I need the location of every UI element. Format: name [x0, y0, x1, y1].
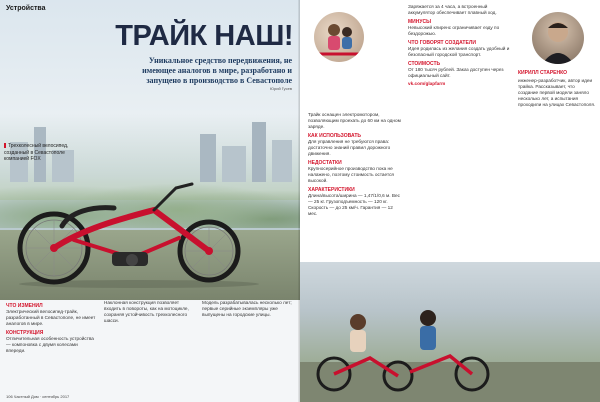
paragraph: Для управления не требуются права: достаточно знаний правил дорожного движения.	[308, 139, 391, 156]
subhead-specs: ХАРАКТЕРИСТИКИ	[308, 187, 355, 193]
subhead-drawbacks: НЕДОСТАТКИ	[308, 160, 342, 166]
left-column-2	[104, 300, 196, 324]
paragraph: Отличительная особенность устройства — компоновка с двумя колесами впереди.	[6, 336, 94, 353]
caption-marker	[4, 143, 6, 148]
expert-bio	[518, 70, 596, 109]
riders-photo-circle	[314, 12, 364, 62]
expert-name: КИРИЛЛ СТАРЕНКО	[518, 70, 568, 76]
photo-caption: Трехколесный велосипед, созданный в Севастополе компанией FOX	[4, 143, 69, 162]
paragraph: Электрический велосипед-трайк, разработанный в Севастополе, не имеет аналогов в мире.	[6, 309, 96, 326]
section-label: Устройства	[6, 5, 46, 12]
expert-portrait	[532, 12, 584, 64]
trike-illustration	[4, 148, 264, 288]
subhead-how-to-use: КАК ИСПОЛЬЗОВАТЬ	[308, 133, 361, 139]
riders-photo	[300, 262, 600, 402]
paragraph: Крупносерийное производство пока не налажено, поэтому стоимость остается высокой.	[308, 166, 394, 183]
rider-2	[420, 310, 436, 350]
subhead-what-changed: ЧТО ИЗМЕНИЛ	[6, 303, 43, 309]
right-column-b	[408, 4, 512, 88]
subhead-price: СТОИМОСТЬ	[408, 61, 441, 67]
contact-link[interactable]: vk.com/glapfarm	[408, 80, 446, 86]
paragraph: От 180 тысяч рублей. Заказ доступен через официальный сайт.	[408, 67, 504, 78]
subhead-construction: КОНСТРУКЦИЯ	[6, 330, 44, 336]
right-column-a	[308, 112, 402, 219]
paragraph: Заряжается за 4 часа, а встроенный аккумулятор обеспечивает плавный ход.	[408, 4, 497, 15]
paragraph: Наклонная конструкция позволяет входить в повороты, как на мотоцикле, сохраняя устойчивость трехколесного шасси.	[104, 300, 189, 323]
paragraph: Невысокий клиренс ограничивает езду по бездорожью.	[408, 25, 500, 36]
paragraph: Трайк оснащен электромотором, позволяющим проехать до 60 км на одном заряде.	[308, 112, 401, 129]
left-column-1	[6, 300, 98, 354]
author-byline: Юрий Гусев	[269, 86, 292, 91]
subhead-creators-say: ЧТО ГОВОРЯТ СОЗДАТЕЛИ	[408, 40, 476, 46]
expert-bio-text: инженер-разработчик, автор идеи трайка. Рассказывает, что создание первой модели заняло несколько лет, а испытания проходили на улицах Севастополя.	[518, 77, 596, 107]
subheadline: Уникальное средство передвижения, не имеющее аналогов в мире, разработано и запущено в производство в Севастополе	[142, 56, 292, 85]
left-column-3	[202, 300, 294, 318]
paragraph: Идея родилась из желания создать удобный и безопасный городской транспорт.	[408, 46, 510, 57]
trike-wheels	[318, 356, 488, 390]
paragraph: Длина/высота/ширина — 1,47/1/0,6 м. Вес — 25 кг. Грузоподъемность — 120 кг. Скорость — до 25 км/ч. Гарантия — 12 мес.	[308, 193, 400, 216]
rider-1	[350, 314, 366, 352]
paragraph: Модель разрабатывалась несколько лет; первые серийные экземпляры уже выпущены на городские улицы.	[202, 300, 292, 317]
subhead-cons: МИНУСЫ	[408, 19, 431, 25]
headline: ТРАЙК НАШ!	[115, 20, 293, 52]
page-folio: 106 Частный Дом · сентябрь 2017	[6, 394, 70, 399]
